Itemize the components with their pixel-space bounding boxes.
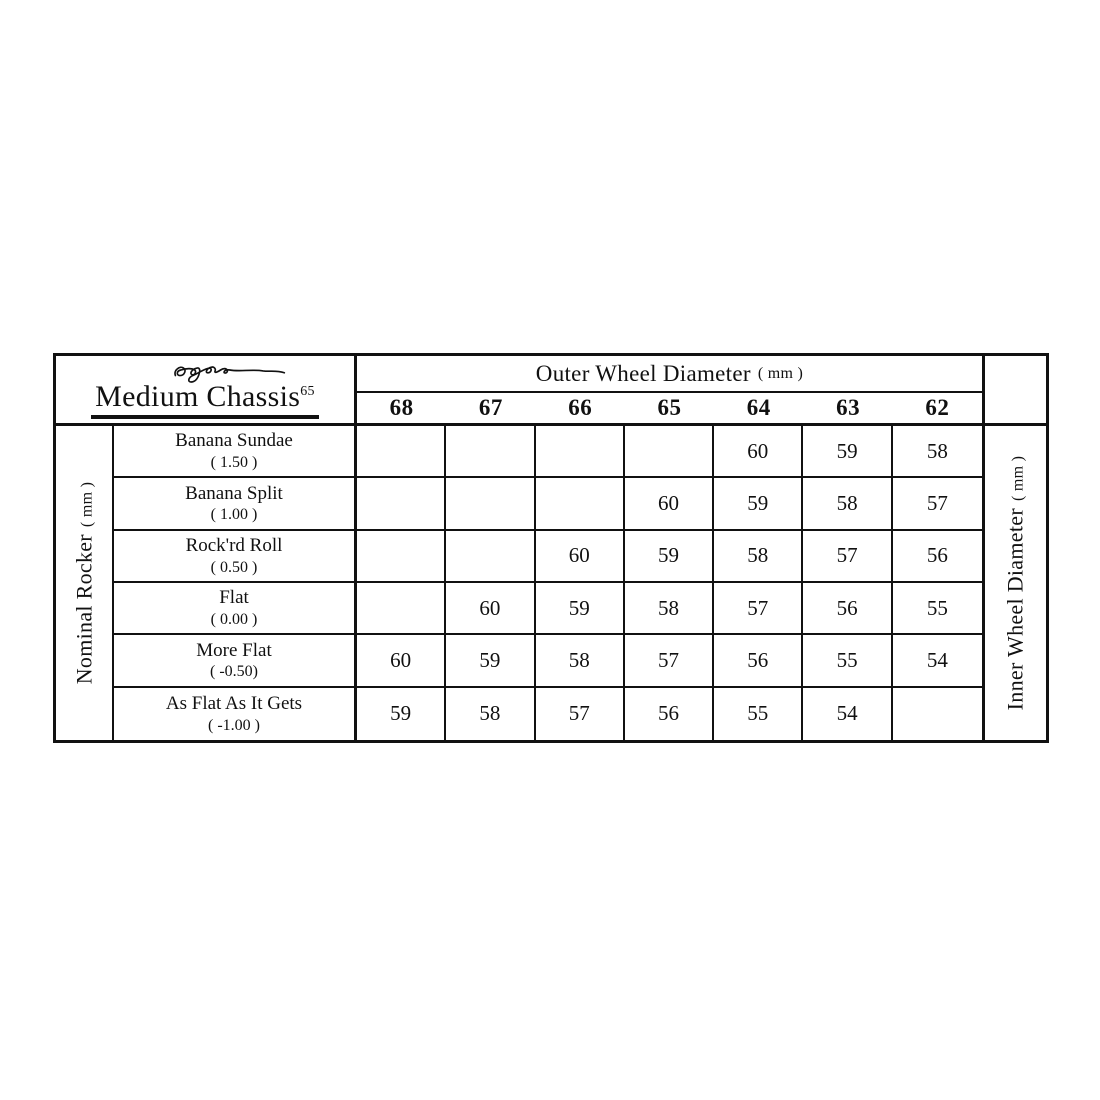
table-cell: 60 — [714, 426, 803, 478]
table-cell — [536, 426, 625, 478]
table-cell — [357, 583, 446, 635]
row-rocker-value: ( 0.00 ) — [210, 610, 258, 628]
row-label-banana-sundae — [114, 426, 357, 478]
table-cell: 58 — [625, 583, 714, 635]
row-rocker-value: ( 0.50 ) — [210, 558, 258, 576]
column-header-63: 63 — [803, 393, 892, 426]
row-axis-label: Nominal Rocker — [71, 534, 97, 685]
table-cell — [357, 426, 446, 478]
nominal-rocker-axis-text — [71, 482, 97, 685]
value-axis-label: Inner Wheel Diameter — [1002, 508, 1028, 711]
table-cell: 54 — [803, 688, 892, 740]
table-cell: 55 — [893, 583, 982, 635]
table-cell — [446, 478, 535, 530]
table-cell: 58 — [446, 688, 535, 740]
table-cell: 55 — [803, 635, 892, 687]
row-label-rockrd-roll — [114, 531, 357, 583]
top-right-empty-cell — [982, 356, 1046, 426]
table-cell — [357, 531, 446, 583]
row-rocker-value: ( -0.50) — [210, 663, 258, 681]
table-cell: 57 — [893, 478, 982, 530]
table-cell: 57 — [625, 635, 714, 687]
title-superscript: 65 — [300, 383, 315, 399]
logo-cell — [56, 356, 357, 426]
table-cell — [446, 531, 535, 583]
table-cell: 59 — [714, 478, 803, 530]
table-cell: 57 — [714, 583, 803, 635]
table-cell — [625, 426, 714, 478]
row-name: Flat — [219, 587, 249, 609]
row-rocker-value: ( 1.00 ) — [210, 506, 258, 524]
table-cell: 57 — [803, 531, 892, 583]
column-header-67: 67 — [446, 393, 535, 426]
table-cell: 58 — [714, 531, 803, 583]
column-header-64: 64 — [714, 393, 803, 426]
column-header-65: 65 — [625, 393, 714, 426]
row-axis-unit: ( mm ) — [78, 481, 96, 528]
outer-header-unit: ( mm ) — [757, 364, 804, 382]
table-cell: 59 — [625, 531, 714, 583]
table-cell: 59 — [536, 583, 625, 635]
row-rocker-value: ( 1.50 ) — [210, 453, 258, 471]
row-label-banana-split — [114, 478, 357, 530]
row-name: Banana Split — [185, 482, 283, 504]
table-cell: 55 — [714, 688, 803, 740]
inner-wheel-diameter-axis-text — [1002, 456, 1028, 711]
outer-wheel-diameter-header — [357, 356, 982, 393]
table-title — [91, 380, 319, 419]
row-label-as-flat-as-it-gets — [114, 688, 357, 740]
row-name: Banana Sundae — [175, 430, 293, 452]
table-cell: 56 — [893, 531, 982, 583]
row-label-flat — [114, 583, 357, 635]
table-cell: 60 — [536, 531, 625, 583]
title-text: Medium Chassis — [95, 379, 301, 413]
chassis-spec-table — [53, 353, 1049, 743]
table-cell — [893, 688, 982, 740]
table-cell: 59 — [803, 426, 892, 478]
row-rocker-value: ( -1.00 ) — [208, 716, 260, 734]
table-cell: 56 — [625, 688, 714, 740]
table-cell: 60 — [446, 583, 535, 635]
table-cell: 56 — [714, 635, 803, 687]
column-header-66: 66 — [536, 393, 625, 426]
nominal-rocker-axis — [56, 426, 114, 740]
row-label-more-flat — [114, 635, 357, 687]
table-cell: 59 — [446, 635, 535, 687]
table-cell — [446, 426, 535, 478]
value-axis-unit: ( mm ) — [1009, 455, 1027, 502]
column-header-62: 62 — [893, 393, 982, 426]
table-cell: 56 — [803, 583, 892, 635]
table-cell: 58 — [536, 635, 625, 687]
table-cell: 58 — [893, 426, 982, 478]
column-header-68: 68 — [357, 393, 446, 426]
table-cell: 60 — [357, 635, 446, 687]
table-cell: 58 — [803, 478, 892, 530]
row-name: As Flat As It Gets — [165, 692, 303, 714]
table-cell — [536, 478, 625, 530]
table-cell: 54 — [893, 635, 982, 687]
outer-header-label: Outer Wheel Diameter — [535, 360, 751, 386]
table-cell: 60 — [625, 478, 714, 530]
inner-wheel-diameter-axis — [982, 426, 1046, 740]
row-name: More Flat — [196, 639, 272, 661]
table-cell: 59 — [357, 688, 446, 740]
table-cell: 57 — [536, 688, 625, 740]
table-cell — [357, 478, 446, 530]
row-name: Rock'rd Roll — [185, 534, 283, 556]
